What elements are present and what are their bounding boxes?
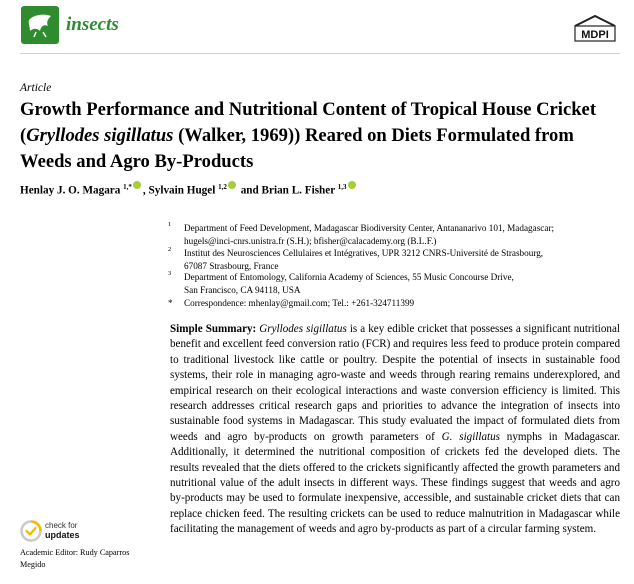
affiliation-number: 3: [168, 270, 172, 277]
simple-summary: [170, 322, 620, 538]
check-for-updates-line2: updates: [45, 530, 80, 540]
affiliation-line: San Francisco, CA 94118, USA: [184, 285, 301, 295]
summary-species: Gryllodes sigillatus: [259, 323, 347, 335]
author-separator: ,: [142, 184, 146, 197]
article-type: Article: [20, 82, 52, 94]
orcid-icon[interactable]: [228, 181, 236, 189]
title-part-1: Growth Performance and Nutritional Content of Tropical House Cricket (: [20, 99, 597, 146]
author-name[interactable]: Henlay J. O. Magara: [20, 184, 121, 197]
journal-name[interactable]: insects: [66, 14, 119, 35]
author-name[interactable]: Brian L. Fisher: [261, 184, 335, 197]
affiliation-line: Institut des Neurosciences Cellulaires et Intégratives, UPR 3212 CNRS-Université de Strasbourg,: [184, 248, 544, 258]
title-part-2: (Walker, 1969)) Reared on Diets Formulated from Weeds and Agro By-Products: [20, 125, 574, 172]
check-for-updates-icon: [20, 520, 42, 542]
orcid-icon[interactable]: [348, 181, 356, 189]
mdpi-logo-icon: [572, 14, 618, 44]
academic-editor-label: Academic Editor:: [20, 548, 78, 557]
simple-summary-label: Simple Summary:: [170, 323, 257, 335]
academic-editor-name: Rudy Caparros Megido: [20, 548, 130, 569]
insects-journal-logo-icon: [21, 6, 59, 44]
mdpi-logo-text: MDPI: [581, 29, 609, 41]
check-for-updates-button[interactable]: [20, 520, 100, 544]
mdpi-logo[interactable]: [572, 14, 618, 44]
article-title: [20, 97, 620, 175]
author-list: [20, 181, 358, 197]
author-affiliation-sup: 1,3: [337, 183, 347, 191]
title-species: Gryllodes sigillatus: [26, 125, 174, 146]
check-for-updates-line1: check for: [45, 521, 78, 530]
summary-text: nymphs in Madagascar. Additionally, it determined the nutritional composition of crickets fed the developed diets. The results revealed that the diets offered to the crickets significantly affected the growth parameters and nutritional value of the adult insects in different ways. These findings suggest that weeds and agro by-products may be used to formulate inexpensive, accessible, and sustainable cricket diets that can replace chicken feed. The resulting crickets can be used to reduce malnutrition in Madagascar while facilitating the management of weeds and agro by-products as part of a circular farming system.: [170, 430, 620, 536]
affiliation-line: 67087 Strasbourg, France: [184, 261, 279, 271]
author-name[interactable]: Sylvain Hugel: [148, 184, 216, 197]
correspondence-text[interactable]: Correspondence: mhenlay@gmail.com; Tel.: +261-324711399: [184, 298, 415, 308]
author-and: and: [240, 184, 259, 197]
summary-species: G. sigillatus: [441, 430, 500, 443]
author-affiliation-sup: 1,2: [218, 183, 227, 191]
affiliation-line: Department of Entomology, California Academy of Sciences, 55 Music Concourse Drive,: [184, 272, 514, 282]
orcid-icon[interactable]: [133, 181, 141, 189]
author-affiliation-sup: 1,*: [123, 183, 132, 191]
summary-text: is a key edible cricket that possesses a significant nutritional benefit and excellent feed conversion ratio (FCR) and requires less feed to produce protein compared to traditional livestock like cattle or poultry. Despite the potential of insects in sustainable food systems, their role in managing agro-waste and weeds through rearing remains underexplored, and empirical research on their ecological interactions and waste conversion efficiency is limited. This research addresses critical research gaps and priorities to advance the integration of insects into sustainable food systems in Madagascar. This study evaluated the impact of formulated diets from weeds and agro by-products on growth parameters of: [170, 323, 620, 443]
academic-editor: [20, 547, 130, 571]
correspondence-marker: *: [168, 298, 173, 308]
affiliation-line: Department of Feed Development, Madagascar Biodiversity Center, Antananarivo 101, Madagascar;: [184, 223, 555, 233]
header-divider: [20, 53, 620, 54]
affiliation-number: 1: [168, 221, 172, 228]
affiliation-line: hugels@inci-cnrs.unistra.fr (S.H.); bfisher@calacademy.org (B.L.F.): [184, 236, 437, 246]
affiliation-number: 2: [168, 246, 172, 253]
insect-silhouette-icon: [21, 6, 59, 44]
